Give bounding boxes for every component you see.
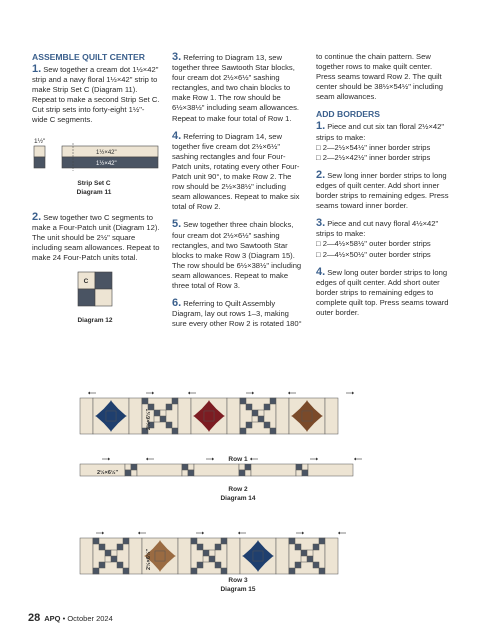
chain-square xyxy=(99,544,105,550)
chain-square xyxy=(172,398,178,404)
four-patch-cream-br xyxy=(95,289,112,306)
row-1-sash-label: 2½×6½" xyxy=(146,408,152,430)
patch xyxy=(302,470,308,476)
diagram-11-caption-2: Diagram 11 xyxy=(76,188,112,196)
checklist-item: □ 2—2½×54½" inner border strips xyxy=(316,142,431,152)
chain-square xyxy=(295,544,301,550)
patch xyxy=(239,464,245,470)
chain-square xyxy=(191,568,197,574)
section-heading-borders: ADD BORDERS xyxy=(316,109,380,120)
chain-square xyxy=(105,556,111,562)
arrow-head xyxy=(316,458,318,461)
chain-square xyxy=(221,538,227,544)
four-patch-navy-bl xyxy=(78,289,95,306)
arrow-head xyxy=(250,458,252,461)
step-text: Referring to Quilt Assembly Diagram, lay out rows 1–3, making sure every other Row 2 is rotated 180° xyxy=(172,299,302,329)
chain-square xyxy=(264,422,270,428)
star-center xyxy=(204,411,214,421)
chain-square xyxy=(313,562,319,568)
arrow-head xyxy=(288,392,290,395)
chain-block xyxy=(240,398,276,434)
row-3-sash-label: 2½×6½" xyxy=(146,548,152,570)
sashing-rectangle xyxy=(251,464,296,476)
row-3-caption-1: Row 3 xyxy=(228,577,248,584)
step-3-paragraph xyxy=(172,52,304,124)
chain-square xyxy=(197,562,203,568)
step-4-paragraph xyxy=(172,131,304,213)
arrow-head xyxy=(152,392,154,395)
chain-square xyxy=(289,568,295,574)
border-step-3-paragraph xyxy=(316,218,452,259)
sashing-rectangle xyxy=(129,398,142,434)
patch xyxy=(188,464,194,470)
column-1 xyxy=(32,52,160,332)
chain-square xyxy=(142,398,148,404)
chain-square xyxy=(123,538,129,544)
chain-square xyxy=(209,556,215,562)
chain-square xyxy=(289,538,295,544)
arrow-head xyxy=(88,392,90,395)
star-center xyxy=(253,551,263,561)
arrow-head xyxy=(138,532,140,535)
chain-square xyxy=(172,428,178,434)
four-patch-unit xyxy=(239,464,251,476)
sashing-rectangle xyxy=(80,538,93,574)
sawtooth-star-block xyxy=(289,398,325,434)
chain-square xyxy=(203,556,209,562)
four-patch-unit xyxy=(125,464,137,476)
chain-square xyxy=(246,404,252,410)
diagram-11-caption-1: Strip Set C xyxy=(77,179,111,187)
step-text: Sew together three chain blocks, four cream dot 2½×6½" sashing rectangles, and two Sawtooth Star blocks to make Row 3 (Diagram 15). The row should be 6½×38½" including seam allowances. Repeat to make three total of Row 3. xyxy=(172,220,302,290)
sashing-rectangle xyxy=(178,398,191,434)
sashing-rectangle xyxy=(178,538,191,574)
sashing-rectangle xyxy=(227,398,240,434)
row-2-caption-1: Row 2 xyxy=(228,486,248,493)
checklist-item: □ 2—2½×42½" inner border strips xyxy=(316,152,431,162)
sawtooth-star-block xyxy=(240,538,276,574)
chain-square xyxy=(160,416,166,422)
step-text: Referring to Diagram 14, sew together five cream dot 2½×6½" sashing rectangles and four Four-Patch units, rotating every other Four-Patch unit 90°, to make Row 2. The row should be 2½×38½" including seam allowances. Repeat to make six total of Row 2. xyxy=(172,131,300,212)
chain-square xyxy=(105,550,111,556)
four-patch-navy-tr xyxy=(95,272,112,289)
chain-square xyxy=(203,550,209,556)
sashing-rectangle xyxy=(129,538,142,574)
sashing-rectangle xyxy=(80,398,93,434)
chain-block xyxy=(289,538,325,574)
star-center xyxy=(106,411,116,421)
chain-square xyxy=(154,416,160,422)
row-2-sash-label: 2½×6½" xyxy=(97,470,119,476)
arrow-head xyxy=(238,532,240,535)
segment-navy xyxy=(34,157,45,168)
step-text: Sew together two C segments to make a Four-Patch unit (Diagram 12). The unit should be 2½" square including seam allowances. Repeat to make 24 Four-Patch units total. xyxy=(32,212,160,262)
four-patch-unit xyxy=(296,464,308,476)
four-patch-unit xyxy=(182,464,194,476)
arrow-head xyxy=(202,532,204,535)
row-2-diagram xyxy=(80,458,362,477)
patch xyxy=(188,470,194,476)
chain-square xyxy=(240,428,246,434)
chain-square xyxy=(258,410,264,416)
chain-square xyxy=(154,410,160,416)
checklist-item: □ 2—4½×58½" outer border strips xyxy=(316,239,431,249)
arrow-head xyxy=(102,532,104,535)
chain-square xyxy=(240,398,246,404)
step-text: Sew together a cream dot 1½×42" strip and a navy floral 1½×42" strip to make Strip Set C (Diagram 11). Repeat to make a second Strip Set C. Cut strip sets into forty-eight 1½"-wide C segments. xyxy=(32,65,160,125)
chain-square xyxy=(117,562,123,568)
checklist-item: □ 2—4½×50½" outer border strips xyxy=(316,249,431,259)
patch xyxy=(182,464,188,470)
arrow-head xyxy=(252,392,254,395)
patch xyxy=(125,464,131,470)
sashing-rectangle xyxy=(276,538,289,574)
patch xyxy=(239,470,245,476)
diagram-11-side-label: 1½" xyxy=(34,137,46,145)
step-number: 1. xyxy=(316,120,326,133)
diagram-12-label: C xyxy=(83,278,89,286)
chain-square xyxy=(197,544,203,550)
sashing-rectangle xyxy=(325,398,338,434)
column-3 xyxy=(316,52,452,325)
step-number: 1. xyxy=(32,63,42,75)
page-footer xyxy=(28,612,113,624)
patch xyxy=(296,470,302,476)
arrow-head xyxy=(108,458,110,461)
row-3-caption-2: Diagram 15 xyxy=(220,586,256,593)
column-2 xyxy=(172,52,304,336)
chain-square xyxy=(166,404,172,410)
chain-square xyxy=(166,422,172,428)
sashing-rectangle xyxy=(276,398,289,434)
step-number: 2. xyxy=(32,210,42,223)
chain-square xyxy=(93,568,99,574)
sashing-rectangle xyxy=(325,538,338,574)
border-step-2-paragraph xyxy=(316,170,452,211)
patch xyxy=(125,470,131,476)
chain-square xyxy=(295,562,301,568)
sawtooth-star-block xyxy=(93,398,129,434)
step-number: 3. xyxy=(316,217,326,230)
step-text: Referring to Diagram 13, sew together three Sawtooth Star blocks, four cream dot 2½×6½" sashing rectangles, and two chain blocks to make Row 1. The row should be 6½×38½" including seam allowances. Repeat to make four total of Row 1. xyxy=(172,53,300,123)
chain-square xyxy=(258,416,264,422)
chain-square xyxy=(307,550,313,556)
chain-square xyxy=(99,562,105,568)
row-3-diagram xyxy=(80,532,346,575)
sashing-rectangle xyxy=(194,464,239,476)
issue-date: • October 2024 xyxy=(62,614,113,623)
row-diagrams xyxy=(0,360,480,600)
chain-square xyxy=(117,544,123,550)
arrow-head xyxy=(354,458,356,461)
step-number: 4. xyxy=(172,129,182,142)
border-step-1-paragraph xyxy=(316,121,452,162)
chain-square xyxy=(270,398,276,404)
chain-square xyxy=(313,544,319,550)
sashing-rectangle xyxy=(137,464,182,476)
chain-square xyxy=(209,550,215,556)
chain-square xyxy=(160,410,166,416)
patch xyxy=(245,470,251,476)
step-text: Piece and cut six tan floral 2½×42" strips to make: xyxy=(316,122,445,142)
step-5-paragraph xyxy=(172,219,304,291)
chain-block xyxy=(191,538,227,574)
step-number: 5. xyxy=(172,218,182,231)
chain-square xyxy=(246,422,252,428)
chain-square xyxy=(221,568,227,574)
arrow-head xyxy=(146,458,148,461)
sashing-rectangle xyxy=(308,464,353,476)
chain-square xyxy=(252,410,258,416)
patch xyxy=(245,464,251,470)
magazine-name: APQ xyxy=(44,614,61,623)
step-6-paragraph xyxy=(172,298,304,329)
page-number: 28 xyxy=(28,612,41,624)
section-heading-assemble: ASSEMBLE QUILT CENTER xyxy=(32,52,145,62)
arrow-head xyxy=(338,532,340,535)
diagram-11 xyxy=(32,133,160,207)
step-number: 2. xyxy=(316,168,326,181)
chain-square xyxy=(264,404,270,410)
step-number: 3. xyxy=(172,51,182,63)
arrow-head xyxy=(302,532,304,535)
step-text: Sew long inner border strips to long edges of quilt center. Add short inner border strips to remaining edges. Press seams toward inner border. xyxy=(316,170,449,211)
strip-2-label: 1½×42" xyxy=(96,160,117,167)
continued-paragraph: to continue the chain pattern. Sew together rows to make quilt center. Press seams toward Row 2. The quilt center should be 38½×54½" including seam allowances. xyxy=(316,52,444,102)
sawtooth-star-block xyxy=(191,398,227,434)
chain-square xyxy=(111,550,117,556)
step-number: 4. xyxy=(316,265,326,278)
chain-block xyxy=(93,538,129,574)
arrow-head xyxy=(352,392,354,395)
strip-1-label: 1½×42" xyxy=(96,149,117,156)
patch xyxy=(182,470,188,476)
chain-square xyxy=(111,556,117,562)
chain-square xyxy=(215,544,221,550)
chain-square xyxy=(307,556,313,562)
step-1-paragraph xyxy=(32,64,160,126)
arrow-head xyxy=(188,392,190,395)
chain-square xyxy=(123,568,129,574)
step-text: Piece and cut navy floral 4½×42" strips to make: xyxy=(316,219,439,239)
arrow-head xyxy=(212,458,214,461)
step-number: 6. xyxy=(172,297,182,310)
chain-square xyxy=(93,538,99,544)
sashing-rectangle xyxy=(227,538,240,574)
step-2-paragraph xyxy=(32,212,160,263)
chain-square xyxy=(301,556,307,562)
chain-square xyxy=(319,538,325,544)
row-1-caption-1: Row 1 xyxy=(228,456,248,463)
patch xyxy=(296,464,302,470)
chain-square xyxy=(270,428,276,434)
chain-square xyxy=(191,538,197,544)
diagram-12-caption: Diagram 12 xyxy=(77,317,113,325)
row-2-caption-2: Diagram 14 xyxy=(220,495,256,502)
patch xyxy=(131,464,137,470)
patch xyxy=(302,464,308,470)
patch xyxy=(131,470,137,476)
segment-cream xyxy=(34,146,45,157)
row-1-diagram xyxy=(80,392,354,435)
chain-square xyxy=(215,562,221,568)
star-center xyxy=(302,411,312,421)
star-center xyxy=(155,551,165,561)
chain-square xyxy=(252,416,258,422)
chain-square xyxy=(319,568,325,574)
border-step-4-paragraph xyxy=(316,267,452,318)
chain-square xyxy=(301,550,307,556)
diagram-12 xyxy=(32,270,160,332)
step-text: Sew long outer border strips to long edges of quilt center. Add short outer border strips to remaining edges to complete quilt top. Press seams toward outer border. xyxy=(316,267,449,317)
